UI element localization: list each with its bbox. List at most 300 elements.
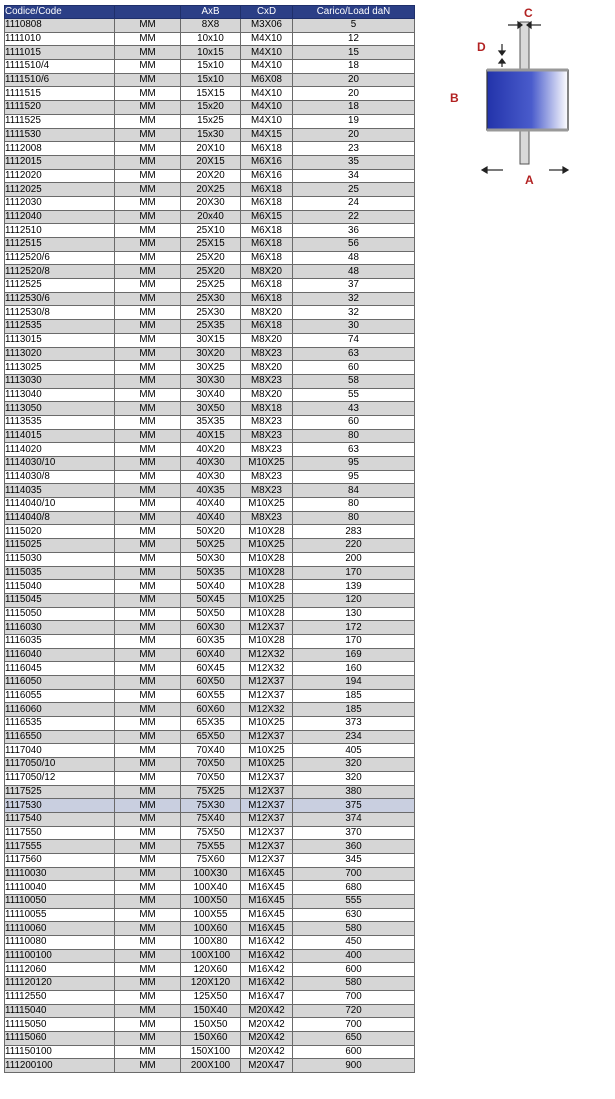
cell-load: 320 xyxy=(293,771,415,785)
cell-cxd: M8X20 xyxy=(241,265,293,279)
cell-load: 74 xyxy=(293,333,415,347)
table-row xyxy=(5,251,415,265)
cell-code: 1116030 xyxy=(5,621,115,635)
header-cxd: CxD xyxy=(241,6,293,19)
cell-code: 1113020 xyxy=(5,347,115,361)
table-row xyxy=(5,498,415,512)
cell-code: 11110040 xyxy=(5,881,115,895)
cell-axb: 70X50 xyxy=(181,758,241,772)
table-row xyxy=(5,402,415,416)
cell-unit: MM xyxy=(115,32,181,46)
table-row xyxy=(5,114,415,128)
cell-axb: 50X50 xyxy=(181,607,241,621)
cell-cxd: M10X28 xyxy=(241,634,293,648)
table-row xyxy=(5,580,415,594)
table-row xyxy=(5,333,415,347)
cell-unit: MM xyxy=(115,895,181,909)
cell-code: 111200100 xyxy=(5,1059,115,1073)
cell-code: 1112530/6 xyxy=(5,292,115,306)
cell-code: 1112030 xyxy=(5,196,115,210)
cell-axb: 30X15 xyxy=(181,333,241,347)
cell-unit: MM xyxy=(115,648,181,662)
table-row xyxy=(5,552,415,566)
cell-load: 95 xyxy=(293,457,415,471)
cell-axb: 50X40 xyxy=(181,580,241,594)
cell-load: 375 xyxy=(293,799,415,813)
cell-load: 80 xyxy=(293,429,415,443)
cell-cxd: M6X18 xyxy=(241,183,293,197)
table-row xyxy=(5,443,415,457)
cell-load: 95 xyxy=(293,470,415,484)
cell-load: 170 xyxy=(293,634,415,648)
cell-load: 234 xyxy=(293,730,415,744)
cell-load: 60 xyxy=(293,415,415,429)
cell-cxd: M8X23 xyxy=(241,484,293,498)
table-row xyxy=(5,1045,415,1059)
cell-unit: MM xyxy=(115,60,181,74)
cell-cxd: M8X23 xyxy=(241,511,293,525)
cell-cxd: M4X10 xyxy=(241,46,293,60)
cell-load: 405 xyxy=(293,744,415,758)
table-row xyxy=(5,361,415,375)
cell-load: 63 xyxy=(293,347,415,361)
cell-load: 43 xyxy=(293,402,415,416)
cell-cxd: M6X15 xyxy=(241,210,293,224)
cell-cxd: M20X47 xyxy=(241,1059,293,1073)
cell-load: 23 xyxy=(293,142,415,156)
table-row xyxy=(5,60,415,74)
table-row xyxy=(5,812,415,826)
cell-unit: MM xyxy=(115,429,181,443)
cell-code: 1112515 xyxy=(5,238,115,252)
table-row xyxy=(5,415,415,429)
cell-load: 172 xyxy=(293,621,415,635)
table-row xyxy=(5,1004,415,1018)
cell-load: 370 xyxy=(293,826,415,840)
rubber-body xyxy=(487,70,568,130)
table-row xyxy=(5,128,415,142)
cell-code: 1113040 xyxy=(5,388,115,402)
table-row xyxy=(5,101,415,115)
cell-axb: 25X35 xyxy=(181,320,241,334)
cell-code: 1117525 xyxy=(5,785,115,799)
cell-code: 1110808 xyxy=(5,19,115,33)
cell-load: 580 xyxy=(293,922,415,936)
cell-cxd: M12X37 xyxy=(241,676,293,690)
table-row xyxy=(5,689,415,703)
cell-axb: 15X15 xyxy=(181,87,241,101)
header-code: Codice/Code xyxy=(5,6,115,19)
table-row xyxy=(5,730,415,744)
cell-axb: 35X35 xyxy=(181,415,241,429)
cell-unit: MM xyxy=(115,758,181,772)
table-row xyxy=(5,155,415,169)
cell-cxd: M16X45 xyxy=(241,922,293,936)
cell-axb: 65X35 xyxy=(181,717,241,731)
cell-axb: 50X35 xyxy=(181,566,241,580)
cell-load: 700 xyxy=(293,990,415,1004)
table-row xyxy=(5,977,415,991)
cell-unit: MM xyxy=(115,101,181,115)
cell-axb: 60X35 xyxy=(181,634,241,648)
cell-axb: 20X15 xyxy=(181,155,241,169)
cell-code: 1115035 xyxy=(5,566,115,580)
table-row xyxy=(5,867,415,881)
table-row xyxy=(5,238,415,252)
cell-load: 200 xyxy=(293,552,415,566)
cell-axb: 30X25 xyxy=(181,361,241,375)
cell-cxd: M6X18 xyxy=(241,251,293,265)
cell-load: 25 xyxy=(293,183,415,197)
cell-code: 1115030 xyxy=(5,552,115,566)
cell-unit: MM xyxy=(115,881,181,895)
table-header-row xyxy=(5,6,415,19)
cell-code: 1115045 xyxy=(5,593,115,607)
cell-code: 1111515 xyxy=(5,87,115,101)
cell-code: 1113025 xyxy=(5,361,115,375)
cell-load: 220 xyxy=(293,539,415,553)
table-row xyxy=(5,19,415,33)
cell-code: 1111015 xyxy=(5,46,115,60)
cell-cxd: M4X10 xyxy=(241,60,293,74)
cell-axb: 30X40 xyxy=(181,388,241,402)
cell-unit: MM xyxy=(115,566,181,580)
cell-load: 32 xyxy=(293,292,415,306)
cell-unit: MM xyxy=(115,676,181,690)
cell-axb: 20X20 xyxy=(181,169,241,183)
cell-unit: MM xyxy=(115,484,181,498)
cell-unit: MM xyxy=(115,593,181,607)
cell-code: 11115060 xyxy=(5,1031,115,1045)
cell-unit: MM xyxy=(115,525,181,539)
cell-axb: 75X55 xyxy=(181,840,241,854)
cell-unit: MM xyxy=(115,717,181,731)
cell-axb: 100X60 xyxy=(181,922,241,936)
cell-cxd: M16X42 xyxy=(241,977,293,991)
cell-unit: MM xyxy=(115,1018,181,1032)
cell-axb: 70X50 xyxy=(181,771,241,785)
cell-load: 22 xyxy=(293,210,415,224)
table-row xyxy=(5,895,415,909)
cell-cxd: M10X25 xyxy=(241,593,293,607)
cell-axb: 50X45 xyxy=(181,593,241,607)
cell-code: 11112550 xyxy=(5,990,115,1004)
cell-unit: MM xyxy=(115,333,181,347)
cell-axb: 25X15 xyxy=(181,238,241,252)
cell-unit: MM xyxy=(115,87,181,101)
cell-axb: 20X10 xyxy=(181,142,241,156)
cell-axb: 100X40 xyxy=(181,881,241,895)
cell-cxd: M8X23 xyxy=(241,374,293,388)
cell-load: 580 xyxy=(293,977,415,991)
cell-load: 360 xyxy=(293,840,415,854)
cell-axb: 60X55 xyxy=(181,689,241,703)
cell-code: 1112020 xyxy=(5,169,115,183)
cell-load: 36 xyxy=(293,224,415,238)
cell-code: 1114040/10 xyxy=(5,498,115,512)
table-row xyxy=(5,826,415,840)
cell-load: 32 xyxy=(293,306,415,320)
cell-code: 1112530/8 xyxy=(5,306,115,320)
cell-axb: 125X50 xyxy=(181,990,241,1004)
cell-load: 34 xyxy=(293,169,415,183)
cell-unit: MM xyxy=(115,634,181,648)
mount-diagram xyxy=(450,2,615,192)
cell-cxd: M12X37 xyxy=(241,771,293,785)
cell-load: 700 xyxy=(293,1018,415,1032)
cell-unit: MM xyxy=(115,169,181,183)
cell-unit: MM xyxy=(115,19,181,33)
cell-axb: 70X40 xyxy=(181,744,241,758)
cell-code: 1111525 xyxy=(5,114,115,128)
cell-cxd: M6X18 xyxy=(241,238,293,252)
cell-cxd: M8X18 xyxy=(241,402,293,416)
table-row xyxy=(5,648,415,662)
table-row xyxy=(5,183,415,197)
cell-load: 120 xyxy=(293,593,415,607)
cell-unit: MM xyxy=(115,963,181,977)
cell-code: 1111510/4 xyxy=(5,60,115,74)
cell-unit: MM xyxy=(115,785,181,799)
cell-unit: MM xyxy=(115,621,181,635)
cell-cxd: M10X28 xyxy=(241,552,293,566)
cell-unit: MM xyxy=(115,279,181,293)
cell-load: 160 xyxy=(293,662,415,676)
cell-axb: 100X55 xyxy=(181,908,241,922)
cell-unit: MM xyxy=(115,114,181,128)
cell-code: 1112008 xyxy=(5,142,115,156)
product-table-container xyxy=(4,5,414,1073)
cell-unit: MM xyxy=(115,1031,181,1045)
table-row xyxy=(5,46,415,60)
cell-load: 48 xyxy=(293,265,415,279)
cell-cxd: M10X28 xyxy=(241,580,293,594)
table-row xyxy=(5,470,415,484)
cell-axb: 65X50 xyxy=(181,730,241,744)
cell-cxd: M12X32 xyxy=(241,662,293,676)
cell-load: 56 xyxy=(293,238,415,252)
cell-load: 380 xyxy=(293,785,415,799)
cell-cxd: M12X37 xyxy=(241,812,293,826)
table-row xyxy=(5,662,415,676)
cell-axb: 60X40 xyxy=(181,648,241,662)
cell-code: 1114015 xyxy=(5,429,115,443)
table-row xyxy=(5,306,415,320)
cell-load: 700 xyxy=(293,867,415,881)
cell-unit: MM xyxy=(115,443,181,457)
cell-unit: MM xyxy=(115,744,181,758)
cell-unit: MM xyxy=(115,511,181,525)
cell-axb: 15x20 xyxy=(181,101,241,115)
cell-cxd: M8X23 xyxy=(241,347,293,361)
cell-code: 1112025 xyxy=(5,183,115,197)
cell-cxd: M16X47 xyxy=(241,990,293,1004)
cell-load: 345 xyxy=(293,853,415,867)
cell-cxd: M6X18 xyxy=(241,224,293,238)
cell-cxd: M6X18 xyxy=(241,292,293,306)
cell-cxd: M16X45 xyxy=(241,908,293,922)
table-row xyxy=(5,771,415,785)
cell-cxd: M6X18 xyxy=(241,196,293,210)
cell-axb: 25X30 xyxy=(181,306,241,320)
table-row xyxy=(5,908,415,922)
cell-load: 20 xyxy=(293,87,415,101)
cell-unit: MM xyxy=(115,580,181,594)
table-row xyxy=(5,949,415,963)
table-row xyxy=(5,758,415,772)
cell-unit: MM xyxy=(115,1045,181,1059)
cell-axb: 30X50 xyxy=(181,402,241,416)
cell-code: 1115040 xyxy=(5,580,115,594)
cell-axb: 25X25 xyxy=(181,279,241,293)
cell-unit: MM xyxy=(115,922,181,936)
cell-load: 630 xyxy=(293,908,415,922)
cell-code: 1113015 xyxy=(5,333,115,347)
cell-cxd: M20X42 xyxy=(241,1045,293,1059)
cell-axb: 30X20 xyxy=(181,347,241,361)
cell-load: 12 xyxy=(293,32,415,46)
cell-axb: 150X50 xyxy=(181,1018,241,1032)
cell-load: 24 xyxy=(293,196,415,210)
cell-cxd: M20X42 xyxy=(241,1018,293,1032)
cell-cxd: M4X10 xyxy=(241,101,293,115)
cell-unit: MM xyxy=(115,799,181,813)
cell-cxd: M12X32 xyxy=(241,648,293,662)
cell-unit: MM xyxy=(115,128,181,142)
cell-code: 11115050 xyxy=(5,1018,115,1032)
table-row xyxy=(5,799,415,813)
cell-axb: 150X40 xyxy=(181,1004,241,1018)
cell-unit: MM xyxy=(115,689,181,703)
cell-axb: 20X30 xyxy=(181,196,241,210)
cell-load: 20 xyxy=(293,128,415,142)
cell-load: 63 xyxy=(293,443,415,457)
cell-unit: MM xyxy=(115,949,181,963)
cell-code: 1116550 xyxy=(5,730,115,744)
cell-cxd: M10X25 xyxy=(241,717,293,731)
cell-code: 1117540 xyxy=(5,812,115,826)
cell-code: 111120120 xyxy=(5,977,115,991)
cell-axb: 40X30 xyxy=(181,457,241,471)
cell-axb: 25X30 xyxy=(181,292,241,306)
cell-code: 1111520 xyxy=(5,101,115,115)
table-row xyxy=(5,210,415,224)
cell-cxd: M12X37 xyxy=(241,730,293,744)
cell-axb: 100X80 xyxy=(181,936,241,950)
table-row xyxy=(5,457,415,471)
table-row xyxy=(5,169,415,183)
table-row xyxy=(5,1018,415,1032)
cell-code: 1116055 xyxy=(5,689,115,703)
cell-code: 11110030 xyxy=(5,867,115,881)
cell-load: 185 xyxy=(293,689,415,703)
table-row xyxy=(5,196,415,210)
cell-axb: 150X100 xyxy=(181,1045,241,1059)
cell-code: 1115050 xyxy=(5,607,115,621)
cell-cxd: M20X42 xyxy=(241,1031,293,1045)
cell-load: 170 xyxy=(293,566,415,580)
cell-cxd: M8X20 xyxy=(241,333,293,347)
cell-load: 15 xyxy=(293,46,415,60)
cell-axb: 75X40 xyxy=(181,812,241,826)
cell-axb: 15x25 xyxy=(181,114,241,128)
cell-load: 37 xyxy=(293,279,415,293)
cell-code: 11112060 xyxy=(5,963,115,977)
table-row xyxy=(5,634,415,648)
table-row xyxy=(5,525,415,539)
cell-load: 55 xyxy=(293,388,415,402)
table-row xyxy=(5,990,415,1004)
cell-unit: MM xyxy=(115,238,181,252)
cell-unit: MM xyxy=(115,1004,181,1018)
cell-unit: MM xyxy=(115,292,181,306)
cell-unit: MM xyxy=(115,867,181,881)
cell-load: 373 xyxy=(293,717,415,731)
cell-axb: 60X60 xyxy=(181,703,241,717)
dimension-d-arrows xyxy=(499,44,505,67)
cell-cxd: M6X18 xyxy=(241,320,293,334)
cell-unit: MM xyxy=(115,853,181,867)
table-row xyxy=(5,73,415,87)
cell-axb: 15x10 xyxy=(181,73,241,87)
cell-cxd: M10X25 xyxy=(241,758,293,772)
cell-code: 11110060 xyxy=(5,922,115,936)
cell-code: 1117040 xyxy=(5,744,115,758)
cell-axb: 40X40 xyxy=(181,498,241,512)
cell-unit: MM xyxy=(115,457,181,471)
cell-unit: MM xyxy=(115,977,181,991)
cell-axb: 75X30 xyxy=(181,799,241,813)
table-row xyxy=(5,922,415,936)
cell-load: 18 xyxy=(293,60,415,74)
cell-code: 1113030 xyxy=(5,374,115,388)
cell-axb: 20X25 xyxy=(181,183,241,197)
cell-cxd: M8X23 xyxy=(241,415,293,429)
cell-code: 1115025 xyxy=(5,539,115,553)
cell-axb: 25X10 xyxy=(181,224,241,238)
top-stud xyxy=(520,22,529,72)
table-row xyxy=(5,703,415,717)
cell-cxd: M12X37 xyxy=(241,853,293,867)
cell-code: 1112040 xyxy=(5,210,115,224)
cell-unit: MM xyxy=(115,210,181,224)
table-row xyxy=(5,963,415,977)
cell-code: 111150100 xyxy=(5,1045,115,1059)
cell-code: 1117560 xyxy=(5,853,115,867)
header-axb: AxB xyxy=(181,6,241,19)
cell-cxd: M8X23 xyxy=(241,443,293,457)
cell-load: 400 xyxy=(293,949,415,963)
cell-axb: 40X15 xyxy=(181,429,241,443)
cell-unit: MM xyxy=(115,224,181,238)
table-row xyxy=(5,87,415,101)
cell-axb: 30X30 xyxy=(181,374,241,388)
cell-cxd: M10X25 xyxy=(241,457,293,471)
cell-load: 600 xyxy=(293,963,415,977)
cell-code: 1116040 xyxy=(5,648,115,662)
cell-load: 169 xyxy=(293,648,415,662)
cell-cxd: M4X10 xyxy=(241,32,293,46)
cell-cxd: M8X20 xyxy=(241,361,293,375)
cell-load: 555 xyxy=(293,895,415,909)
cell-axb: 75X50 xyxy=(181,826,241,840)
cell-cxd: M12X32 xyxy=(241,703,293,717)
cell-unit: MM xyxy=(115,840,181,854)
cell-axb: 100X100 xyxy=(181,949,241,963)
cell-cxd: M4X10 xyxy=(241,87,293,101)
cell-axb: 120X120 xyxy=(181,977,241,991)
cell-axb: 60X30 xyxy=(181,621,241,635)
